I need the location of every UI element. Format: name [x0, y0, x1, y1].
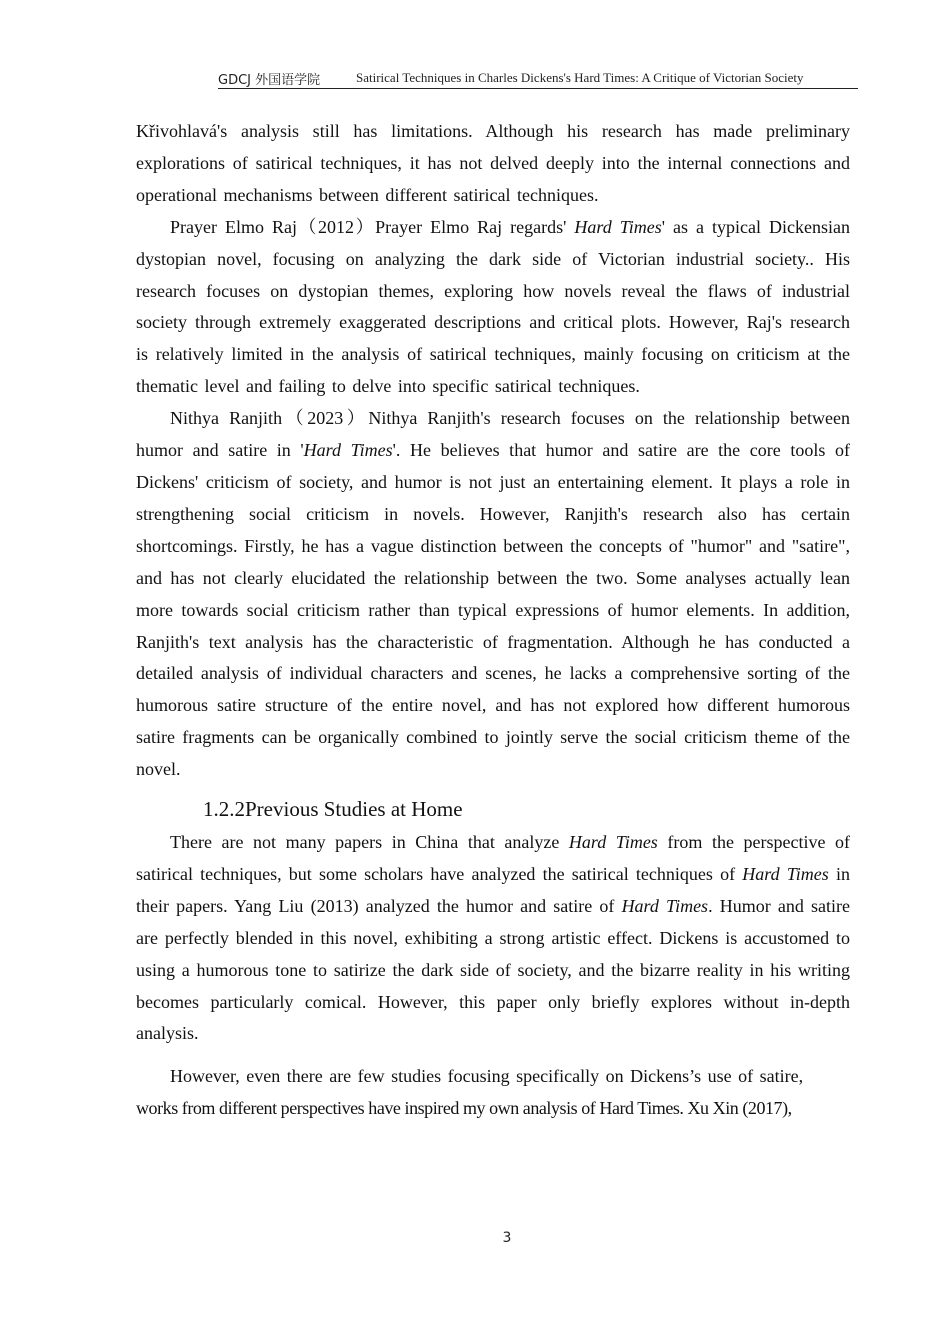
page-body	[136, 116, 850, 1125]
text-run: Prayer Elmo Raj（2012）Prayer Elmo Raj regards'	[170, 216, 575, 237]
page-number: 3	[502, 1230, 512, 1246]
text-run: ' as a typical Dickensian dystopian novel, focusing on analyzing the dark side of Victorian industrial society.. His research focuses on dystopian themes, exploring how novels reveal the flaws of industrial society through extremely exaggerated descriptions and critical plots. However, Raj's research is relatively limited in the analysis of satirical techniques, mainly focusing on criticism at the thematic level and failing to delve into specific satirical techniques.	[136, 216, 850, 397]
italic-title-run: Hard Times	[303, 440, 393, 461]
paragraph-krivohlava	[136, 116, 850, 212]
text-run: works from different perspectives have inspired my own analysis of Hard Times. Xu Xin (2017),	[136, 1098, 792, 1119]
header-title: Satirical Techniques in Charles Dickens's Hard Times: A Critique of Victorian Society	[356, 70, 804, 85]
italic-title-run: Hard Times	[621, 895, 709, 916]
text-run: Nithya Ranjith（2023）Nithya Ranjith's research focuses on the relationship between humor and satire in '	[136, 408, 850, 461]
italic-title-run: Hard Times	[574, 216, 662, 237]
paragraph-ranjith	[136, 403, 850, 786]
text-run: However, even there are few studies focusing specifically on Dickens’s use of satire,	[170, 1066, 804, 1087]
text-run: . Humor and satire are perfectly blended in this novel, exhibiting a strong artistic effect. Dickens is accustomed to using a humorous tone to satirize the dark side of society, and the bizarre reality in his writing becomes particularly comical. However, this paper only briefly explores without in-depth analysis.	[136, 895, 851, 1044]
paragraph-xu-xin	[136, 1093, 850, 1125]
paragraph-however	[136, 1061, 850, 1093]
italic-title-run: Hard Times	[742, 863, 829, 884]
text-run: There are not many papers in China that analyze	[170, 832, 569, 853]
section-heading: 1.2.2Previous Studies at Home	[203, 797, 463, 822]
italic-title-run: Hard Times	[568, 832, 658, 853]
running-header	[218, 66, 858, 89]
text-run: Křivohlavá's analysis still has limitations. Although his research has made preliminary explorations of satirical techniques, it has not delved deeply into the internal connections and operational mechanisms between different satirical techniques.	[136, 121, 850, 205]
paragraph-yang-liu	[136, 827, 850, 1050]
text-run: '. He believes that humor and satire are the core tools of Dickens' criticism of society, and humor is not just an entertaining element. It plays a role in strengthening social criticism in novels. However, Ranjith's research also has certain shortcomings. Firstly, he has a vague distinction between the concepts of "humor" and "satire", and has not clearly elucidated the relationship between the two. Some analyses actually lean more towards social criticism rather than typical expressions of humor elements. In addition, Ranjith's text analysis has the characteristic of fragmentation. Although he has conducted a detailed analysis of individual characters and scenes, he lacks a comprehensive sorting of the humorous satire structure of the entire novel, and has not explored how different humorous satire fragments can be organically combined to jointly serve the social criticism theme of the novel.	[136, 440, 850, 780]
header-institution: GDCJ 外国语学院	[218, 73, 321, 88]
text-run: in their papers. Yang Liu (2013) analyzed the humor and satire of	[136, 863, 850, 916]
paragraph-raj	[136, 212, 850, 403]
text-run: from the perspective of satirical techniques, but some scholars have analyzed the satirical techniques of	[136, 832, 851, 884]
paragraph-gap	[136, 1050, 850, 1061]
